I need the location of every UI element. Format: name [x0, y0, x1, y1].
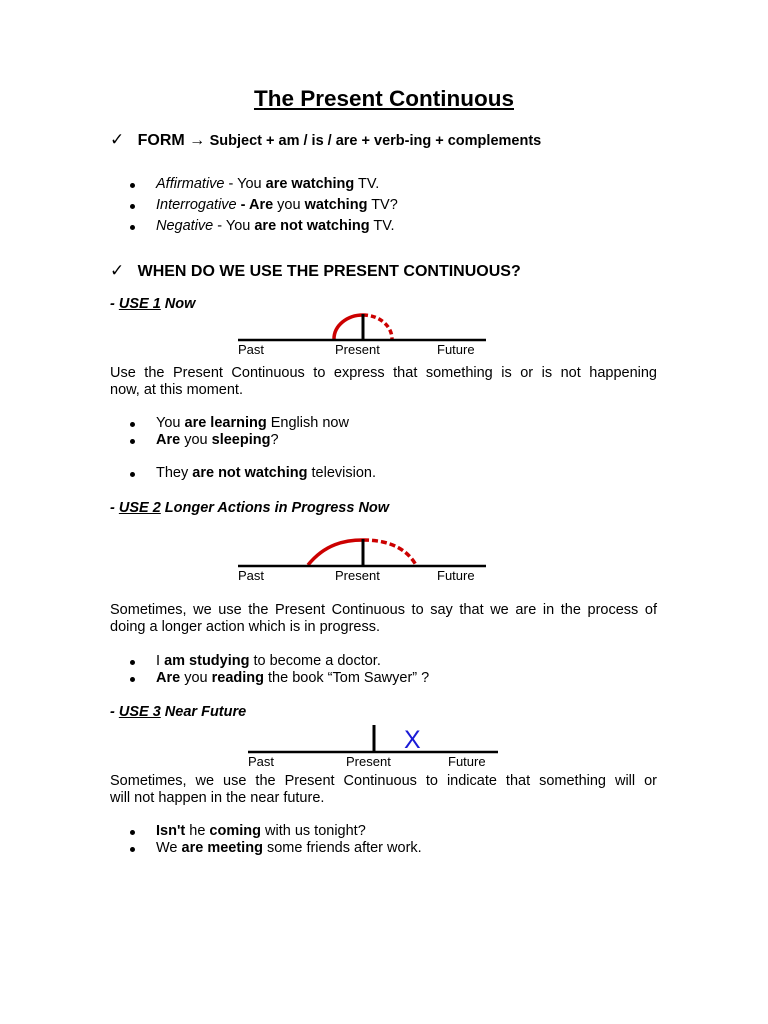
- timeline-now: [230, 308, 500, 360]
- arrow-right-icon: →: [189, 132, 206, 149]
- list-item: Negative - You are not watching TV.: [136, 218, 375, 235]
- use3-heading: - USE 3 Near Future: [110, 704, 247, 720]
- use3-paragraph: Sometimes, we use the Present Continuous to indicate that something will or will not happen in the near future.: [110, 773, 657, 806]
- timeline-arc-solid: [334, 315, 363, 339]
- timeline-label-future: Future: [448, 754, 486, 769]
- use1-paragraph: Use the Present Continuous to express that something is or is not happening now, at this moment.: [110, 365, 657, 398]
- timeline-arc-solid: [308, 540, 363, 565]
- list-item: Are you reading the book “Tom Sawyer” ?: [136, 670, 409, 687]
- checkmark-icon: ✓: [110, 261, 125, 280]
- list-item: You are learning English now: [136, 415, 329, 432]
- when-section-header: [110, 261, 521, 281]
- form-label: FORM: [137, 132, 185, 149]
- list-item: Are you sleeping?: [136, 432, 259, 449]
- timeline-label-future: Future: [437, 568, 475, 583]
- use2-paragraph: Sometimes, we use the Present Continuous to say that we are in the process of doing a longer action which is in progress.: [110, 602, 657, 635]
- timeline-label-present: Present: [335, 568, 380, 583]
- use1-heading: - USE 1 Now: [110, 296, 196, 312]
- timeline-label-present: Present: [335, 342, 380, 357]
- list-item: Affirmative - You are watching TV.: [136, 176, 359, 193]
- list-item: Interrogative - Are you watching TV?: [136, 197, 378, 214]
- timeline-label-past: Past: [238, 342, 265, 357]
- list-item: They are not watching television.: [136, 465, 356, 482]
- when-heading: WHEN DO WE USE THE PRESENT CONTINUOUS?: [137, 263, 521, 280]
- timeline-label-past: Past: [248, 754, 275, 769]
- example-kind: Interrogative: [156, 197, 237, 213]
- future-marker-x-icon: X: [404, 726, 421, 754]
- form-rule: Subject + am / is / are + verb-ing + complements: [209, 133, 542, 149]
- timeline-label-past: Past: [238, 568, 265, 583]
- timeline-arc-dashed: [363, 315, 392, 339]
- example-kind: Affirmative: [156, 176, 225, 192]
- timeline-label-present: Present: [346, 754, 391, 769]
- list-item: We are meeting some friends after work.: [136, 840, 402, 857]
- timeline-arc-dashed: [363, 540, 416, 565]
- list-item: Isn't he coming with us tonight?: [136, 823, 346, 840]
- timeline-near-future: [240, 722, 510, 772]
- timeline-longer-actions: [230, 532, 500, 584]
- timeline-label-future: Future: [437, 342, 475, 357]
- use2-heading: - USE 2 Longer Actions in Progress Now: [110, 500, 390, 516]
- example-kind: Negative: [156, 218, 214, 234]
- checkmark-icon: ✓: [110, 130, 125, 149]
- form-section-header: [110, 130, 541, 150]
- list-item: I am studying to become a doctor.: [136, 653, 361, 670]
- page-title: The Present Continuous: [253, 86, 514, 111]
